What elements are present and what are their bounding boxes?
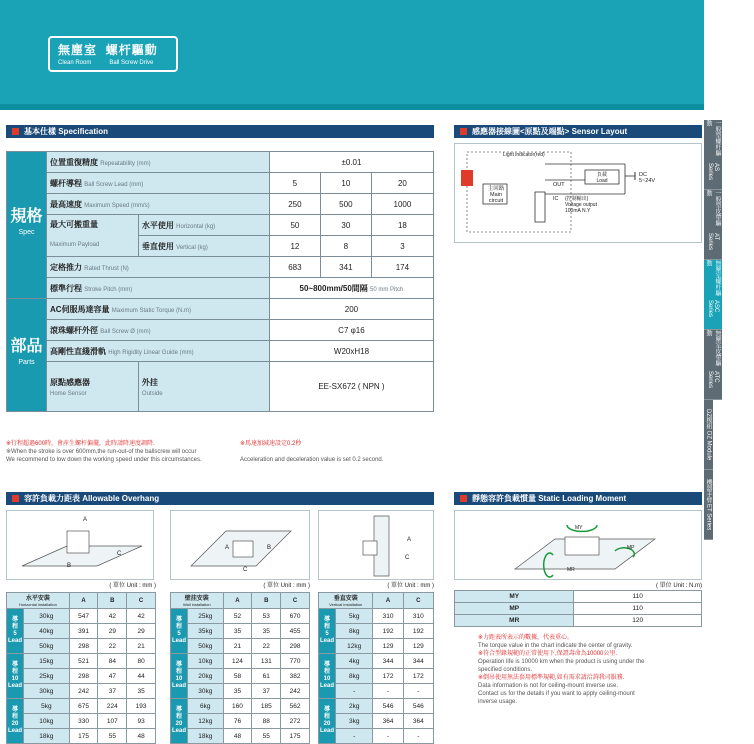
cell: 50kg [188, 639, 224, 654]
lead-label: 導 程 10 Lead [7, 654, 24, 699]
speed-10: 500 [320, 194, 371, 215]
overhang-table-2 [318, 592, 434, 744]
cell: 185 [252, 699, 281, 714]
cell: 37 [98, 684, 127, 699]
cell: - [403, 684, 433, 699]
cell: 172 [373, 669, 403, 684]
lead-label: 導 程 5 Lead [171, 609, 188, 654]
cell: 8kg [336, 624, 373, 639]
cell: 546 [373, 699, 403, 714]
cell: 55 [252, 729, 281, 744]
cell: 30kg [188, 684, 224, 699]
cell: 4kg [336, 654, 373, 669]
tab-et-series[interactable]: 機器手臂 ET Series [704, 470, 713, 540]
sensor-heading: 感應器接線圖<原點及端點> Sensor Layout [454, 125, 702, 138]
cell: 670 [281, 609, 310, 624]
cell: 53 [252, 609, 281, 624]
table-row [7, 654, 156, 669]
cell: 12kg [188, 714, 224, 729]
table-row [319, 729, 434, 744]
cell: 242 [69, 684, 98, 699]
install-header: 壁挂安裝 Wall installation [171, 593, 224, 609]
lead-5: 5 [269, 173, 320, 194]
table-row [171, 669, 310, 684]
table-row [319, 714, 434, 729]
cell: - [373, 684, 403, 699]
unit-vertical: ( 單位 Unit : mm ) [387, 583, 434, 589]
title-en-ball-screw: Ball Screw Drive [109, 60, 154, 66]
cell: 310 [373, 609, 403, 624]
title-en-clean-room: Clean Room [58, 60, 92, 66]
cell: 562 [281, 699, 310, 714]
cell: 21 [127, 639, 156, 654]
cell: 35kg [188, 624, 224, 639]
install-header: 垂直安裝 Vertical installation [319, 593, 373, 609]
main-circuit-label: 主回路 Main circuit [487, 186, 505, 204]
overhang-heading: 容許負載力距表 Allowable Overhang [6, 492, 434, 505]
spec-heading: 基本仕樣 Specification [6, 125, 434, 138]
cell: 10kg [188, 654, 224, 669]
table-row [319, 699, 434, 714]
cell: 242 [281, 684, 310, 699]
table-row [171, 699, 310, 714]
cell: 18kg [188, 729, 224, 744]
col-header: A [373, 593, 403, 609]
table-row [171, 729, 310, 744]
cell: 37 [252, 684, 281, 699]
lead-label: 導 程 5 Lead [319, 609, 336, 654]
col-header: B [252, 593, 281, 609]
cell: 675 [69, 699, 98, 714]
cell: 35 [127, 684, 156, 699]
cell: 15kg [24, 654, 70, 669]
cell: 521 [69, 654, 98, 669]
overhang-table-0 [6, 592, 156, 744]
cell: 29 [127, 624, 156, 639]
table-row [171, 684, 310, 699]
cell: 344 [373, 654, 403, 669]
load-label: 負載 Load [596, 172, 608, 184]
light-indicator-label: Light indicator(red) [503, 152, 545, 158]
cell: 20kg [188, 669, 224, 684]
moment-table: MY 110 MP 110 MR 120 [454, 590, 702, 627]
cell: 364 [373, 714, 403, 729]
cell: 55 [98, 729, 127, 744]
table-row [171, 714, 310, 729]
table-row [7, 639, 156, 654]
spec-note-2: ※馬達加減速設定0.2秒 Acceleration and deceleration value is set 0.2 second. [240, 441, 384, 463]
cell: 22 [252, 639, 281, 654]
cell: 344 [403, 654, 433, 669]
control-output-label: (控制輸出) Voltage output 100mA N.Y [565, 196, 597, 214]
cell: 172 [403, 669, 433, 684]
cell: 8kg [336, 669, 373, 684]
table-row [319, 654, 434, 669]
lead-label: 導 程 10 Lead [319, 654, 336, 699]
col-header: B [98, 593, 127, 609]
cell: 546 [403, 699, 433, 714]
cell: 272 [281, 714, 310, 729]
lead-label: 導 程 5 Lead [7, 609, 24, 654]
cell: 42 [98, 609, 127, 624]
overhang-table-1 [170, 592, 310, 744]
lead-label: 導 程 20 Lead [171, 699, 188, 744]
cell: 160 [223, 699, 252, 714]
table-row [171, 654, 310, 669]
cell: - [403, 729, 433, 744]
cell: 40kg [24, 624, 70, 639]
spec-note-1: ※行程超過600時，會産生螺杆偏擺，此時請降速度調降. ※When the stroke is over 600mm,the run-out-of the ballscrew will occur We recommend to low down the working speed under this circumstances. [6, 441, 202, 463]
cell: 192 [373, 624, 403, 639]
tab-as-series[interactable]: 一般型螺杆驅動 AS Series [704, 120, 722, 190]
lead-20: 20 [371, 173, 433, 194]
cell: 42 [127, 609, 156, 624]
repeatability-value: ±0.01 [269, 152, 433, 173]
ic-label: IC [553, 196, 559, 202]
cell: 129 [373, 639, 403, 654]
cell: 58 [223, 669, 252, 684]
title-clean-room: 無塵室 [58, 43, 98, 57]
cell: 93 [127, 714, 156, 729]
tab-atc-series[interactable]: 無塵室皮帶驅動 ATC Series [704, 330, 722, 400]
moment-heading: 靜態容許負載慣量 Static Loading Moment [454, 492, 702, 505]
cell: - [336, 729, 373, 744]
lead-label: 導 程 20 Lead [7, 699, 24, 744]
col-header: A [223, 593, 252, 609]
table-row [171, 639, 310, 654]
cell: 455 [281, 624, 310, 639]
table-row [319, 609, 434, 624]
cell: 382 [281, 669, 310, 684]
out-label: OUT [553, 182, 565, 188]
cell: 298 [69, 669, 98, 684]
table-row [7, 624, 156, 639]
cell: 310 [403, 609, 433, 624]
header-underline [0, 104, 704, 110]
cell: 224 [98, 699, 127, 714]
cell: 30kg [24, 684, 70, 699]
cell: 12kg [336, 639, 373, 654]
side-spec: 規格 Spec [7, 152, 47, 299]
title-ball-screw: 螺杆驅動 [105, 43, 158, 57]
cell: 175 [69, 729, 98, 744]
led-icon [461, 170, 473, 186]
cell: 192 [403, 624, 433, 639]
table-row [319, 669, 434, 684]
tab-asc-series[interactable]: 無塵室螺杆驅動 ASC Series [704, 260, 722, 330]
vertical-diagram: A C [318, 510, 434, 580]
cell: 84 [98, 654, 127, 669]
table-row [319, 624, 434, 639]
table-row [7, 699, 156, 714]
cell: 29 [98, 624, 127, 639]
unit-moment: ( 單位 Unit : N.m) [656, 583, 702, 589]
table-row [7, 669, 156, 684]
cell: 770 [281, 654, 310, 669]
product-title-box [48, 36, 178, 72]
cell: 129 [403, 639, 433, 654]
table-row [319, 639, 434, 654]
table-row [7, 729, 156, 744]
cell: 44 [127, 669, 156, 684]
cell: 88 [252, 714, 281, 729]
table-row [171, 609, 310, 624]
cell: 298 [69, 639, 98, 654]
cell: 47 [98, 669, 127, 684]
table-row [7, 609, 156, 624]
cell: 76 [223, 714, 252, 729]
cell: 35 [223, 684, 252, 699]
moment-notes: ※力距表所表示的數據，代表重心。 The torque value in the chart indicate the center of gravity. ※符合型錄規範的正常使用下,保證壽命為10000公里. Operation life is 10000 km when the product is using under the specified conditions. ※倒吊使用無法套用標準規範,如有需求請洽詢我司服務. Data information is not for ceiling-mount inverse use. Contact us for the details if you want to apply ceiling-mount inverse usage. [478, 635, 645, 705]
series-tabs [704, 120, 754, 540]
unit-wall: ( 單位 Unit : mm ) [263, 583, 310, 589]
col-header: A [69, 593, 98, 609]
table-row [171, 624, 310, 639]
cell: 25kg [24, 669, 70, 684]
wall-diagram: A B C [170, 510, 310, 580]
cell: 175 [281, 729, 310, 744]
tab-dz-module[interactable]: DZ模組 DZ Module [704, 400, 713, 470]
col-header: C [403, 593, 433, 609]
unit-horizontal: ( 單位 Unit : mm ) [109, 583, 156, 589]
speed-20: 1000 [371, 194, 433, 215]
cell: 30kg [24, 609, 70, 624]
cell: 18kg [24, 729, 70, 744]
table-row [319, 684, 434, 699]
lead-10: 10 [320, 173, 371, 194]
cell: 3kg [336, 714, 373, 729]
cell: 80 [127, 654, 156, 669]
cell: 48 [127, 729, 156, 744]
lead-label: 導 程 10 Lead [171, 654, 188, 699]
cell: - [373, 729, 403, 744]
speed-5: 250 [269, 194, 320, 215]
install-header: 水平安裝 Horizontal installation [7, 593, 70, 609]
cell: 52 [223, 609, 252, 624]
cell: 364 [403, 714, 433, 729]
cell: 124 [223, 654, 252, 669]
cell: 25kg [188, 609, 224, 624]
horizontal-diagram: A B C [6, 510, 154, 580]
spec-table: 規格 Spec 位置重復精度 Repeatability (mm) ±0.01 螺杆導程 Ball Screw Lead (mm) 5 10 20 最高速度 Maximum Speed (mm/s) 250 500 1000 最大可搬重量 Maximum Payload 水平使用 Horizontal (kg) 50 30 18 垂直使用 Vertical (kg) 12 8 3 定格推力 Rated Thrust (N) 683 341 174 標準行程 Stroke Pitch (mm) 50~800mm/50間隔 50 mm Pitch 部品 Parts AC伺服馬達容量 Maximum Static Torque (N.m) 200 滾珠螺杆外徑 Ball Screw Ø (mm) C7 φ16 高剛性直綫滑軌 High Rigidity Linear Guide (mm) W20xH18 原點感應器 Home Sensor 外挂 Outside EE-SX672 ( NPN ) [6, 151, 434, 412]
cell: 35 [252, 624, 281, 639]
tab-at-series[interactable]: 一般型皮帶驅動 AT Series [704, 190, 722, 260]
lead-label: 導 程 20 Lead [319, 699, 336, 744]
moment-diagram: MY MP MR [454, 510, 702, 580]
cell: 131 [252, 654, 281, 669]
cell: 2kg [336, 699, 373, 714]
cell: - [336, 684, 373, 699]
cell: 6kg [188, 699, 224, 714]
cell: 35 [223, 624, 252, 639]
sensor-wiring-diagram [454, 143, 702, 243]
cell: 298 [281, 639, 310, 654]
cell: 10kg [24, 714, 70, 729]
col-header: C [127, 593, 156, 609]
cell: 107 [98, 714, 127, 729]
cell: 21 [223, 639, 252, 654]
cell: 61 [252, 669, 281, 684]
cell: 5kg [24, 699, 70, 714]
side-parts: 部品 Parts [7, 299, 47, 412]
cell: 48 [223, 729, 252, 744]
cell: 391 [69, 624, 98, 639]
cell: 50kg [24, 639, 70, 654]
dc-label: DC 5~24V [639, 172, 656, 184]
cell: 5kg [336, 609, 373, 624]
cell: 330 [69, 714, 98, 729]
col-header: C [281, 593, 310, 609]
table-row [7, 714, 156, 729]
cell: 193 [127, 699, 156, 714]
table-row [7, 684, 156, 699]
cell: 547 [69, 609, 98, 624]
cell: 22 [98, 639, 127, 654]
